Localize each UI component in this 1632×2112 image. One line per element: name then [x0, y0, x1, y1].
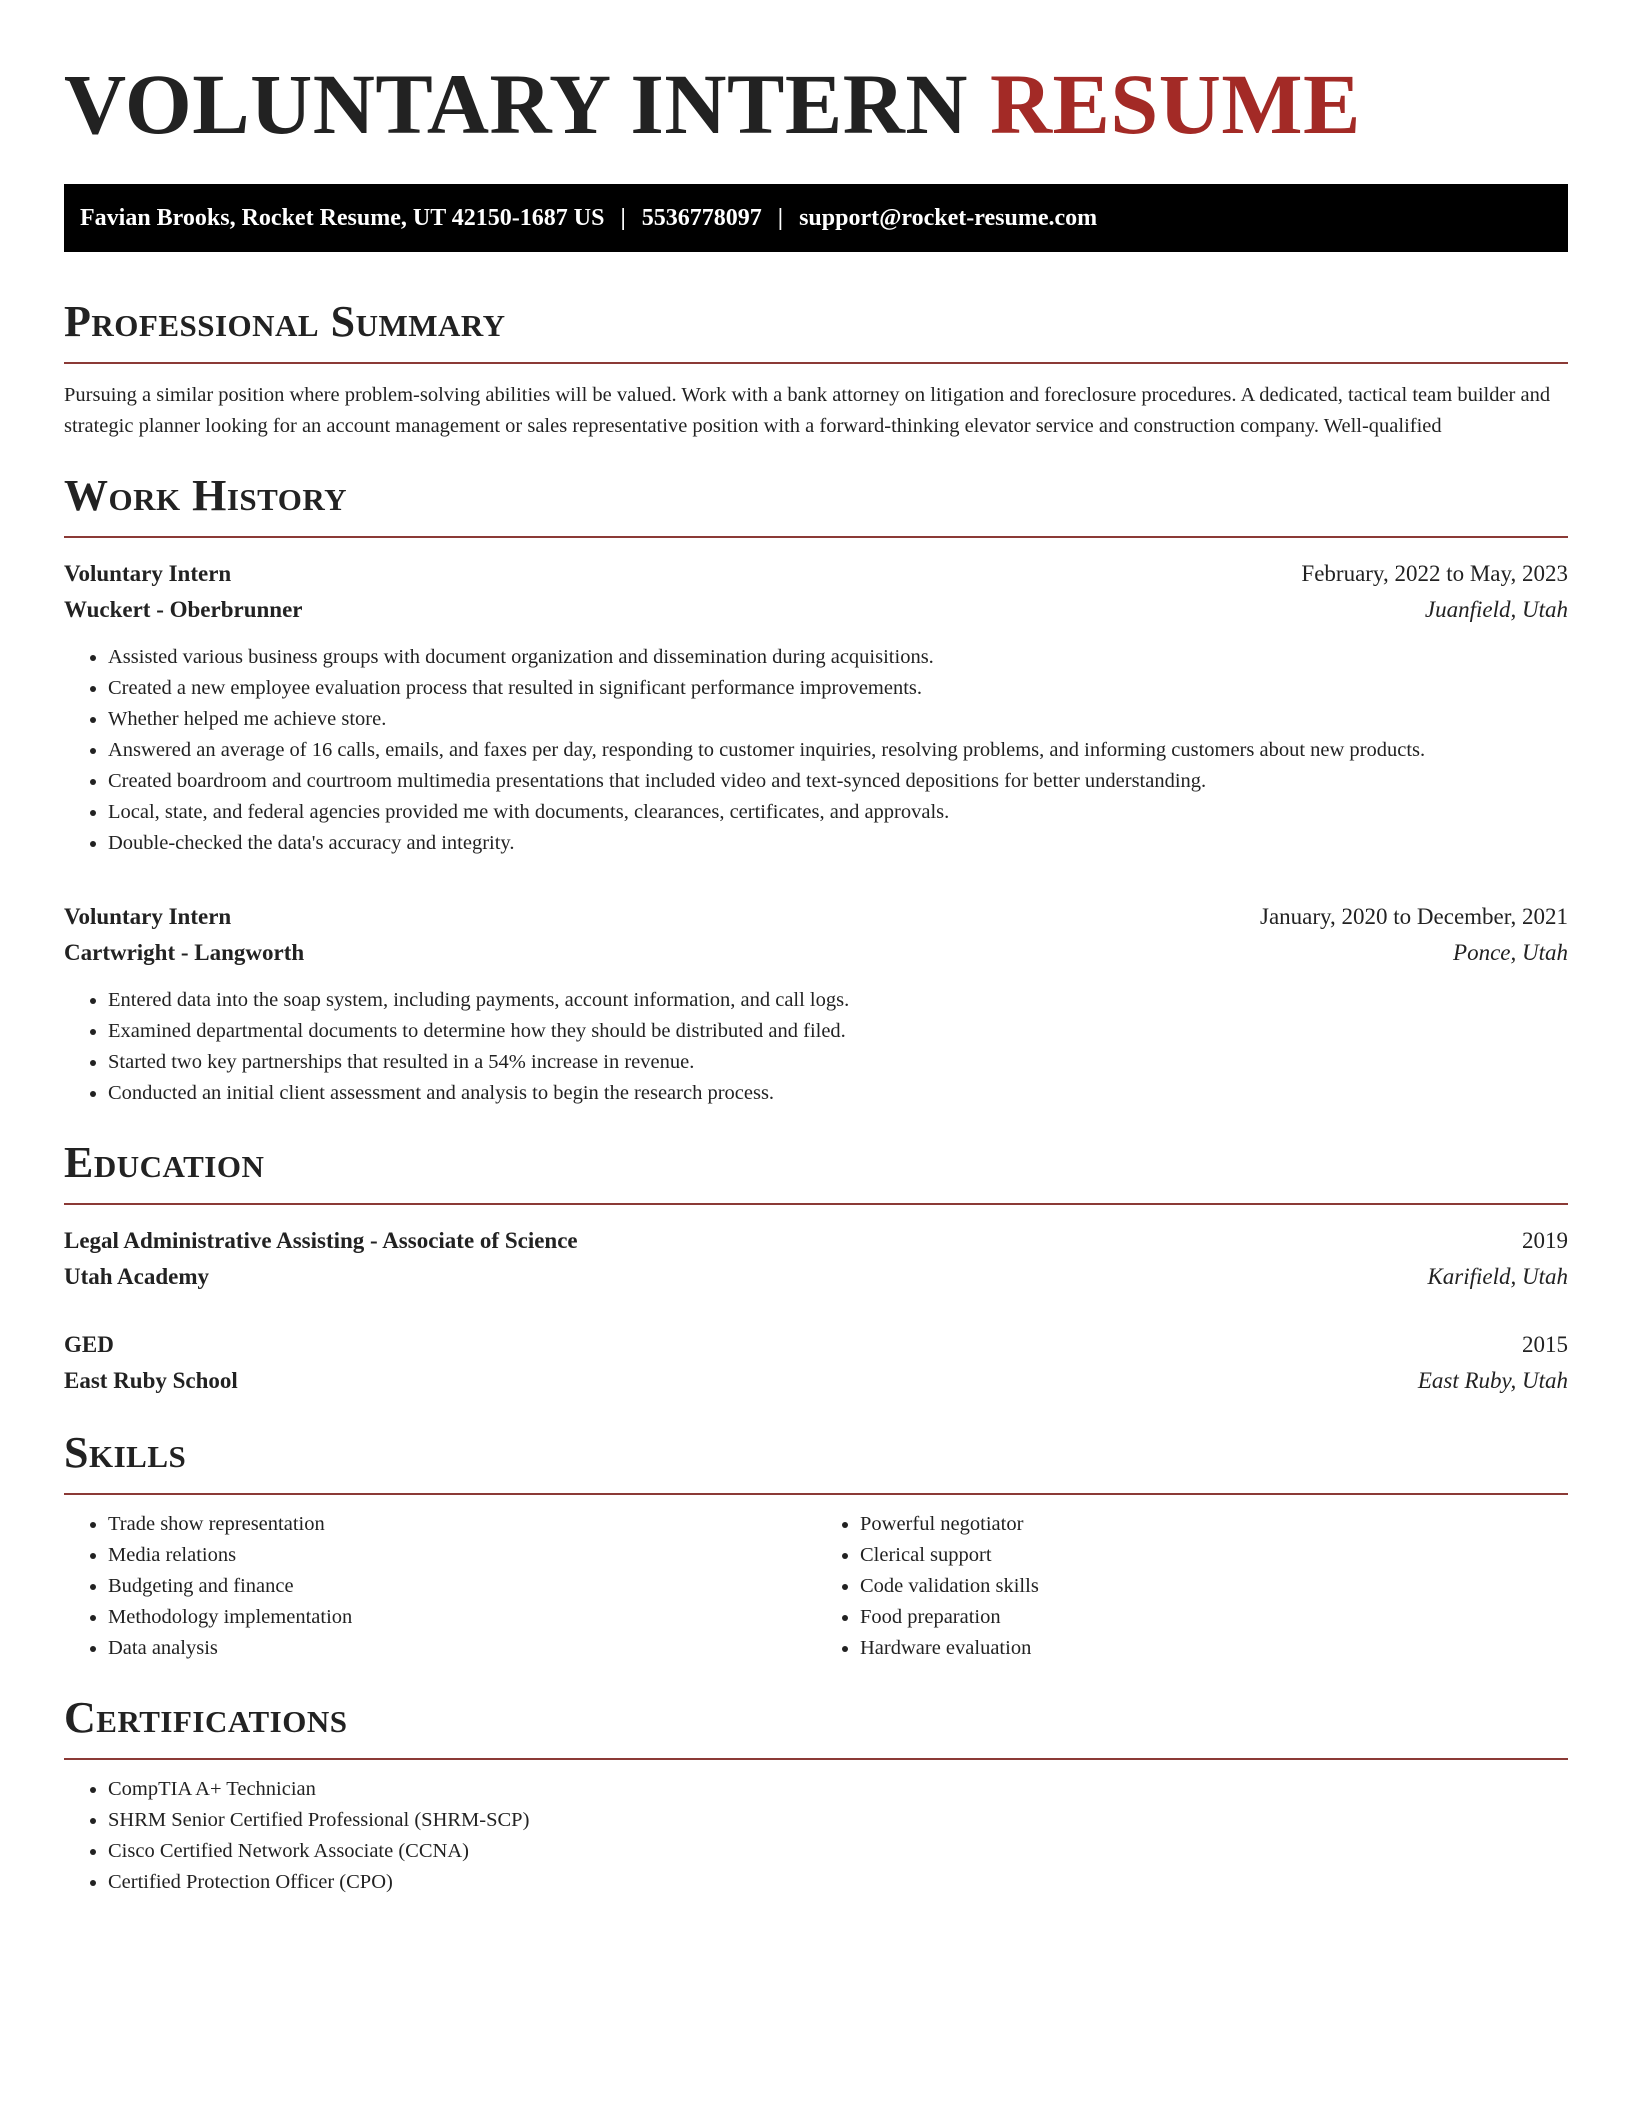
list-item: • SHRM Senior Certified Professional (SHRM-SCP): [108, 1805, 1568, 1836]
contact-separator: |: [620, 204, 626, 231]
section-divider: [64, 1493, 1568, 1495]
job-bullets: [64, 985, 1568, 1109]
section-heading: Skills: [64, 1428, 187, 1477]
education-degree: Legal Administrative Assisting - Associate of Science: [64, 1228, 578, 1253]
title-main: VOLUNTARY INTERN: [64, 56, 968, 152]
certifications-section: [64, 1692, 1568, 1898]
summary-text: Pursuing a similar position where problem-solving abilities will be valued. Work with a bank attorney on litigation and foreclosure procedures. A dedicated, tactical team builder and strategic planner looking for an account management or sales representative position with a forward-thinking elevator service and construction company. Well-qualified: [64, 384, 1551, 437]
skills-section: [64, 1427, 1568, 1664]
list-item: • Code validation skills: [860, 1571, 1568, 1602]
list-item: • Conducted an initial client assessment and analysis to begin the research process.: [108, 1078, 1568, 1109]
job-title: Voluntary Intern: [64, 561, 232, 586]
education-location: Karifield, Utah: [1427, 1264, 1568, 1289]
education-year: 2015: [1522, 1332, 1568, 1357]
skills-list-left: [64, 1509, 816, 1664]
list-item: • Whether helped me achieve store.: [108, 704, 1568, 735]
list-item: • Created boardroom and courtroom multimedia presentations that included video and text-synced depositions for better understanding.: [108, 766, 1568, 797]
job-dates: January, 2020 to December, 2021: [1260, 904, 1568, 929]
job-entry: [64, 899, 1568, 1109]
list-item: • Certified Protection Officer (CPO): [108, 1867, 1568, 1898]
summary-section: [64, 296, 1568, 442]
education-entry: [64, 1223, 1568, 1295]
list-item: • Hardware evaluation: [860, 1633, 1568, 1664]
education-degree: GED: [64, 1332, 114, 1357]
education-location: East Ruby, Utah: [1417, 1368, 1568, 1393]
job-dates: February, 2022 to May, 2023: [1301, 561, 1568, 586]
list-item: • Double-checked the data's accuracy and integrity.: [108, 828, 1568, 859]
job-location: Ponce, Utah: [1453, 940, 1568, 965]
list-item: • Data analysis: [108, 1633, 816, 1664]
list-item: • Powerful negotiator: [860, 1509, 1568, 1540]
contact-email[interactable]: support@rocket-resume.com: [799, 204, 1098, 231]
section-divider: [64, 362, 1568, 364]
contact-phone: 5536778097: [641, 204, 762, 231]
job-company: Wuckert - Oberbrunner: [64, 597, 303, 622]
education-school: East Ruby School: [64, 1368, 238, 1393]
education-school: Utah Academy: [64, 1264, 210, 1289]
list-item: • Budgeting and finance: [108, 1571, 816, 1602]
section-heading: Work History: [64, 471, 348, 520]
section-heading: Education: [64, 1138, 265, 1187]
list-item: • Local, state, and federal agencies provided me with documents, clearances, certificates, and approvals.: [108, 797, 1568, 828]
section-divider: [64, 1203, 1568, 1205]
list-item: • Answered an average of 16 calls, emails, and faxes per day, responding to customer inquiries, resolving problems, and informing customers about new products.: [108, 735, 1568, 766]
skills-list-right: [816, 1509, 1568, 1664]
section-heading: Certifications: [64, 1693, 348, 1742]
job-company: Cartwright - Langworth: [64, 940, 305, 965]
list-item: • Entered data into the soap system, including payments, account information, and call logs.: [108, 985, 1568, 1016]
list-item: • Cisco Certified Network Associate (CCNA): [108, 1836, 1568, 1867]
title-accent: RESUME: [989, 56, 1361, 152]
list-item: • Assisted various business groups with document organization and dissemination during acquisitions.: [108, 642, 1568, 673]
list-item: • Food preparation: [860, 1602, 1568, 1633]
list-item: • Media relations: [108, 1540, 816, 1571]
list-item: • Created a new employee evaluation process that resulted in significant performance improvements.: [108, 673, 1568, 704]
list-item: • Started two key partnerships that resulted in a 54% increase in revenue.: [108, 1047, 1568, 1078]
section-heading: Professional Summary: [64, 297, 506, 346]
job-title: Voluntary Intern: [64, 904, 232, 929]
list-item: • CompTIA A+ Technician: [108, 1774, 1568, 1805]
work-history-section: [64, 470, 1568, 1109]
section-divider: [64, 1758, 1568, 1760]
education-section: [64, 1137, 1568, 1399]
job-location: Juanfield, Utah: [1424, 597, 1568, 622]
education-year: 2019: [1522, 1228, 1568, 1253]
education-entry: [64, 1327, 1568, 1399]
list-item: • Examined departmental documents to determine how they should be distributed and filed.: [108, 1016, 1568, 1047]
list-item: • Trade show representation: [108, 1509, 816, 1540]
contact-separator: |: [777, 204, 784, 231]
list-item: • Clerical support: [860, 1540, 1568, 1571]
job-bullets: [64, 642, 1568, 859]
resume-title: [64, 0, 1568, 152]
job-entry: [64, 556, 1568, 859]
list-item: • Methodology implementation: [108, 1602, 816, 1633]
contact-address: Favian Brooks, Rocket Resume, UT 42150-1687 US: [80, 204, 605, 231]
section-divider: [64, 536, 1568, 538]
certifications-list: [64, 1774, 1568, 1898]
contact-bar: [64, 184, 1568, 252]
